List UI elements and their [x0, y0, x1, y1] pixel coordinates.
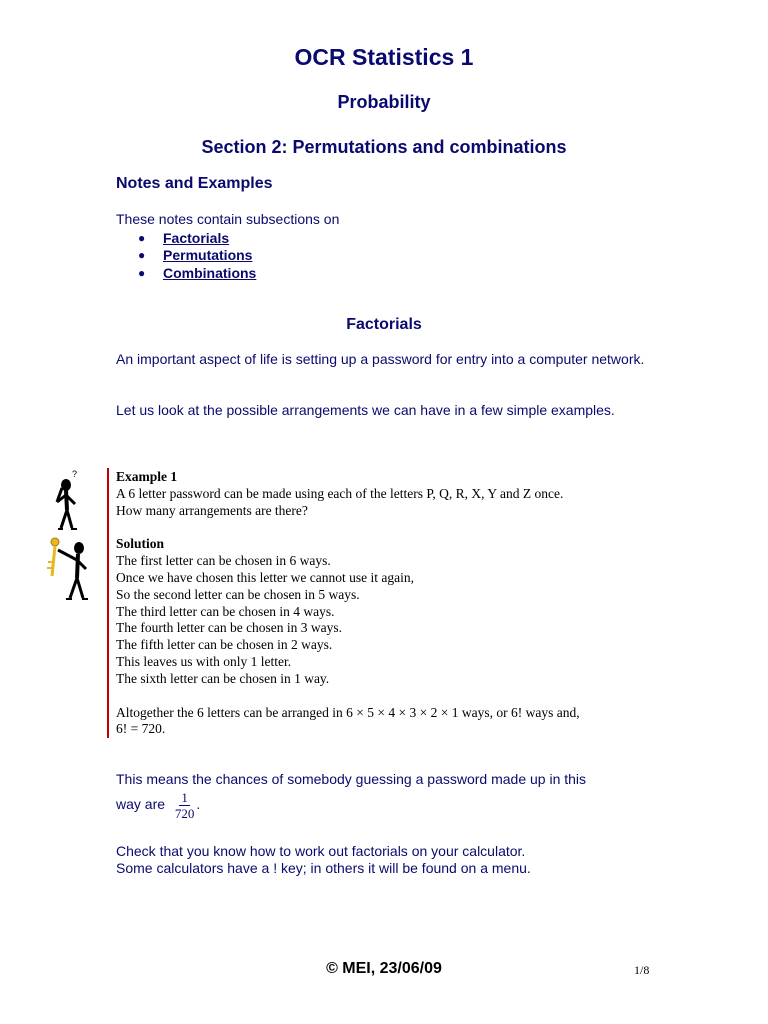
document-title: OCR Statistics 1	[294, 44, 474, 70]
solution-heading: Solution	[116, 536, 165, 552]
fraction-numerator: 1	[181, 790, 188, 805]
example-block	[116, 469, 661, 738]
toc-link-combinations[interactable]: Combinations	[163, 264, 257, 281]
fraction-one-over-720	[175, 790, 195, 821]
toc-item	[116, 247, 256, 265]
fraction-denominator: 720	[174, 806, 195, 821]
page-number: 1/8	[634, 963, 650, 977]
solution-line: The third letter can be chosen in 4 ways.	[116, 603, 335, 619]
toc-link-permutations[interactable]: Permutations	[163, 247, 253, 264]
solution-line: The fourth letter can be chosen in 3 ways.	[116, 620, 343, 636]
example-question-line: A 6 letter password can be made using each of the letters P, Q, R, X, Y and Z once.	[116, 485, 564, 501]
chances-prefix: way are	[116, 796, 166, 813]
solution-line: This leaves us with only 1 letter.	[116, 653, 292, 669]
section-heading: Section 2: Permutations and combinations	[201, 137, 567, 157]
conclusion-line: 6! = 720.	[116, 721, 166, 737]
solution-line: Once we have chosen this letter we cannot use it again,	[116, 569, 415, 585]
document-subtitle: Probability	[337, 92, 431, 112]
svg-text:?: ?	[72, 469, 78, 479]
bullet-icon: ●	[138, 248, 146, 263]
calculator-line: Check that you know how to work out factorials on your calculator.	[116, 843, 526, 859]
figure-with-key-icon	[44, 536, 94, 604]
chances-fraction-line	[116, 790, 656, 821]
example-question-line: How many arrangements are there?	[116, 502, 308, 518]
bullet-icon: ●	[138, 230, 146, 245]
toc-link-factorials[interactable]: Factorials	[163, 229, 230, 246]
bullet-icon: ●	[138, 265, 146, 280]
calculator-key-line: Some calculators have a ! key; in others it will be found on a menu.	[116, 860, 531, 876]
conclusion-line: Altogether the 6 letters can be arranged in 6 × 5 × 4 × 3 × 2 × 1 ways, or 6! ways and,	[116, 704, 580, 720]
toc-item	[116, 264, 256, 282]
solution-line: The first letter can be chosen in 6 ways.	[116, 553, 331, 569]
notes-heading: Notes and Examples	[116, 175, 273, 192]
intro-text: These notes contain subsections on	[116, 211, 340, 227]
factorials-heading: Factorials	[346, 316, 422, 333]
toc-item	[116, 229, 256, 247]
thinking-figure-icon	[50, 468, 92, 532]
footer-copyright: © MEI, 23/06/09	[326, 960, 442, 977]
chances-suffix: .	[196, 796, 201, 813]
solution-line: The fifth letter can be chosen in 2 ways.	[116, 637, 333, 653]
solution-line: The sixth letter can be chosen in 1 way.	[116, 670, 330, 686]
paragraph-password-intro: An important aspect of life is setting up a password for entry into a computer network.	[116, 351, 645, 367]
example-heading: Example 1	[116, 469, 178, 484]
paragraph-arrangements: Let us look at the possible arrangements we can have in a few simple examples.	[116, 402, 615, 418]
chances-line: This means the chances of somebody guessing a password made up in this	[116, 771, 587, 787]
solution-line: So the second letter can be chosen in 5 ways.	[116, 586, 360, 602]
table-of-contents	[116, 229, 256, 282]
